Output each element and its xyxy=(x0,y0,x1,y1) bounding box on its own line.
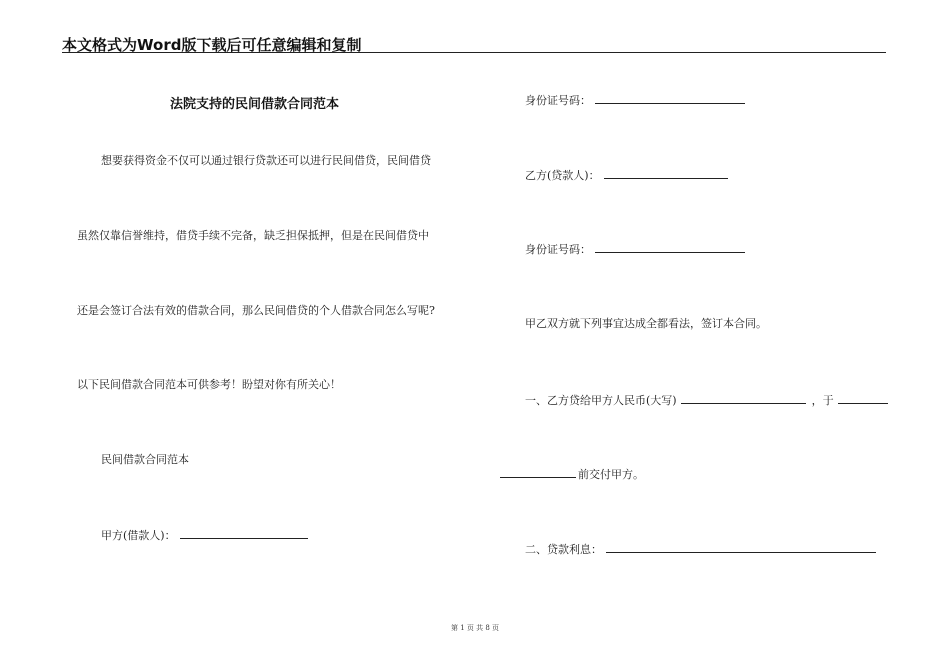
loan-amount-line xyxy=(525,393,888,408)
document-title: 法院支持的民间借款合同范本 xyxy=(170,97,340,112)
page-footer: 第 1 页 共 8 页 xyxy=(450,624,500,632)
id-number-blank-1 xyxy=(595,93,745,104)
party-b-line xyxy=(525,168,728,183)
interest-label: 二、贷款利息： xyxy=(525,543,602,556)
party-a-blank xyxy=(180,528,308,539)
header-text: 本文格式为Word版下载后可任意编辑和复制 xyxy=(62,36,362,54)
id-number-line-2 xyxy=(525,242,745,257)
paragraph-1: 想要获得资金不仅可以通过银行贷款还可以进行民间借贷，民间借贷 xyxy=(101,154,431,167)
party-b-label: 乙方(贷款人)： xyxy=(525,169,600,182)
id-number-label-1: 身份证号码： xyxy=(525,94,591,107)
paragraph-3: 还是会签订合法有效的借款合同，那么民间借贷的个人借款合同怎么写呢? xyxy=(77,304,435,317)
loan-date-blank xyxy=(838,393,888,404)
id-number-label-2: 身份证号码： xyxy=(525,243,591,256)
interest-blank xyxy=(606,542,876,553)
delivery-blank xyxy=(500,467,576,478)
party-a-line xyxy=(101,528,308,543)
paragraph-2: 虽然仅靠信誉维持，借贷手续不完备，缺乏担保抵押，但是在民间借贷中 xyxy=(77,229,429,242)
subheading-contract: 民间借款合同范本 xyxy=(101,453,189,466)
party-b-blank xyxy=(604,168,728,179)
loan-amount-label: 一、乙方贷给甲方人民币(大写) xyxy=(525,394,677,407)
loan-amount-blank xyxy=(681,393,806,404)
id-number-blank-2 xyxy=(595,242,745,253)
party-a-label: 甲方(借款人)： xyxy=(101,529,176,542)
interest-line xyxy=(525,542,876,557)
paragraph-4: 以下民间借款合同范本可供参考！盼望对你有所关心！ xyxy=(77,378,341,391)
agreement-statement: 甲乙双方就下列事宜达成全都看法，签订本合同。 xyxy=(525,317,767,330)
loan-date-label: ，于 xyxy=(811,394,834,407)
delivery-label: 前交付甲方。 xyxy=(578,468,644,481)
header-rule xyxy=(62,52,886,53)
delivery-line xyxy=(500,467,644,482)
id-number-line-1 xyxy=(525,93,745,108)
